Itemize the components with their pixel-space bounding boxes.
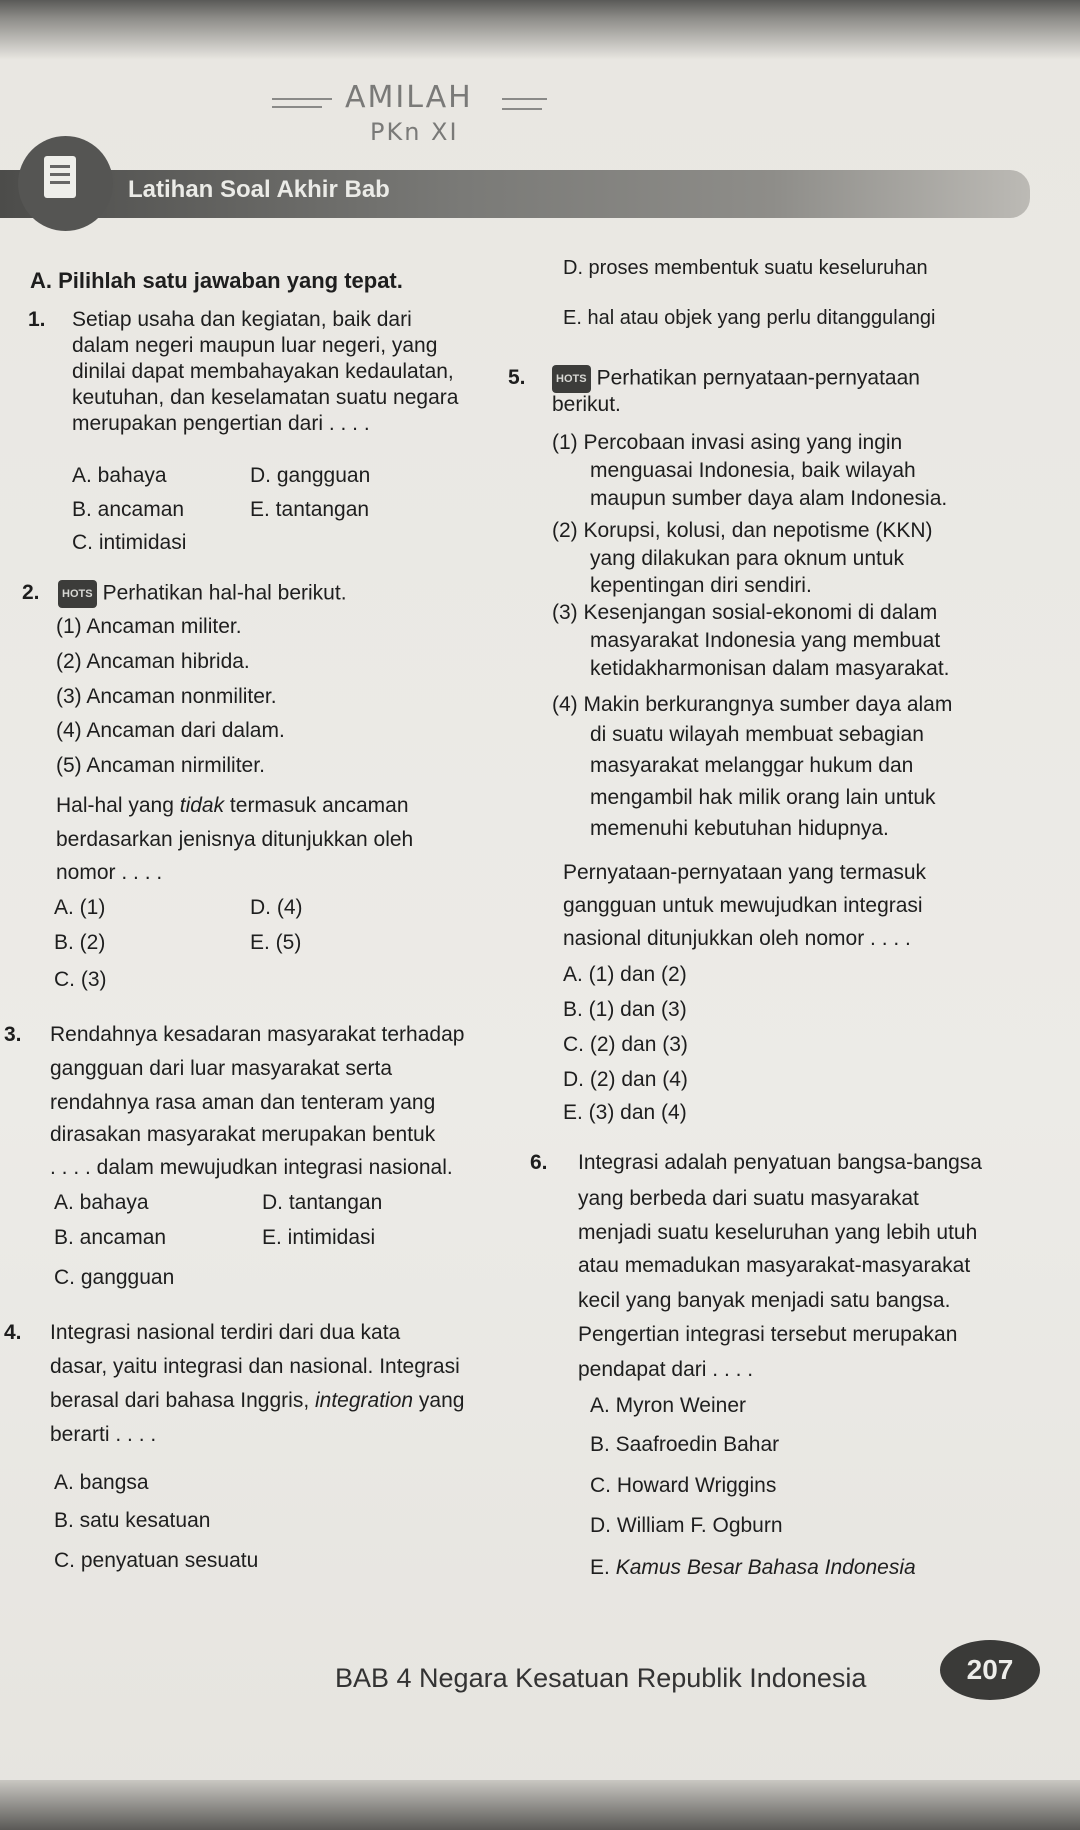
- q3-option-c[interactable]: C. gangguan: [54, 1266, 175, 1289]
- q5-lead-text: berikut.: [552, 393, 621, 416]
- q5-option-c[interactable]: C. (2) dan (3): [563, 1033, 688, 1056]
- q6-option-e-text: Kamus Besar Bahasa Indonesia: [615, 1556, 916, 1579]
- q4-option-a[interactable]: A. bangsa: [54, 1471, 149, 1494]
- q2-item: (3) Ancaman nonmiliter.: [56, 685, 277, 708]
- q2-item: (5) Ancaman nirmiliter.: [56, 754, 265, 777]
- q5-statement-2: yang dilakukan para oknum untuk: [590, 547, 905, 570]
- instruction: A. Pilihlah satu jawaban yang tepat.: [30, 268, 403, 293]
- q6-line: yang berbeda dari suatu masyarakat: [578, 1187, 919, 1210]
- q4-line: berarti . . . .: [50, 1423, 157, 1446]
- handwritten-name: AMILAH: [345, 80, 473, 115]
- q2-option-a[interactable]: A. (1): [54, 896, 106, 919]
- q5-statement-4: mengambil hak milik orang lain untuk: [590, 786, 936, 809]
- q5-option-a[interactable]: A. (1) dan (2): [563, 963, 687, 986]
- q1-option-d[interactable]: D. gangguan: [250, 464, 371, 487]
- q2-number: 2.: [22, 581, 40, 604]
- q2-stem-line: [56, 793, 409, 819]
- q1-option-c[interactable]: C. intimidasi: [72, 531, 187, 554]
- q1-line: Setiap usaha dan kegiatan, baik dari: [72, 308, 412, 331]
- q5-number: 5.: [508, 366, 526, 389]
- q3-line: Rendahnya kesadaran masyarakat terhadap: [50, 1023, 465, 1046]
- q3-option-e[interactable]: E. intimidasi: [262, 1226, 376, 1249]
- q5-stem-line: Pernyataan-pernyataan yang termasuk: [563, 861, 927, 884]
- q5-statement-4: memenuhi kebutuhan hidupnya.: [590, 817, 889, 840]
- q6-option-d[interactable]: D. William F. Ogburn: [590, 1514, 783, 1537]
- q3-line: rendahnya rasa aman dan tenteram yang: [50, 1091, 436, 1114]
- q2-stem-text: Hal-hal yang: [56, 794, 180, 817]
- q6-option-e[interactable]: [590, 1555, 916, 1581]
- q2-option-b[interactable]: B. (2): [54, 931, 106, 954]
- q3-option-a[interactable]: A. bahaya: [54, 1191, 149, 1214]
- q5-statement-4: (4) Makin berkurangnya sumber daya alam: [552, 693, 953, 716]
- q3-line: dirasakan masyarakat merupakan bentuk: [50, 1123, 436, 1146]
- q4-option-c[interactable]: C. penyatuan sesuatu: [54, 1549, 259, 1572]
- q1-option-b[interactable]: B. ancaman: [72, 498, 185, 521]
- q2-lead-text: Perhatikan hal-hal berikut.: [102, 581, 347, 605]
- q2-stem-text: termasuk ancaman: [224, 794, 409, 817]
- q5-stem-line: gangguan untuk mewujudkan integrasi: [563, 894, 923, 917]
- q5-statement-4: masyarakat melanggar hukum dan: [590, 754, 914, 777]
- section-title: Latihan Soal Akhir Bab: [128, 176, 390, 203]
- q5-statement-3: (3) Kesenjangan sosial-ekonomi di dalam: [552, 601, 938, 624]
- q3-option-b[interactable]: B. ancaman: [54, 1226, 167, 1249]
- q5-statement-3: masyarakat Indonesia yang membuat: [590, 629, 941, 652]
- q2-stem-line: nomor . . . .: [56, 861, 163, 884]
- handwritten-rule: [502, 108, 542, 110]
- q2-stem-emphasis: tidak: [179, 794, 225, 817]
- q2-item: (2) Ancaman hibrida.: [56, 650, 250, 673]
- q1-line: dinilai dapat membahayakan kedaulatan,: [72, 360, 454, 383]
- q6-option-a[interactable]: A. Myron Weiner: [590, 1394, 746, 1417]
- q6-option-b[interactable]: B. Saafroedin Bahar: [590, 1433, 780, 1456]
- hots-badge: HOTS: [552, 365, 591, 393]
- q4-option-d[interactable]: D. proses membentuk suatu keseluruhan: [563, 257, 928, 279]
- q5-lead-text: Perhatikan pernyataan-pernyataan: [596, 366, 920, 390]
- q1-line: keutuhan, dan keselamatan suatu negara: [72, 386, 459, 409]
- q2-stem-line: berdasarkan jenisnya ditunjukkan oleh: [56, 828, 414, 851]
- q6-line: kecil yang banyak menjadi satu bangsa.: [578, 1289, 951, 1312]
- q5-option-b[interactable]: B. (1) dan (3): [563, 998, 687, 1021]
- q6-line: Pengertian integrasi tersebut merupakan: [578, 1323, 958, 1346]
- q5-stem-line: nasional ditunjukkan oleh nomor . . . .: [563, 927, 911, 950]
- q6-number: 6.: [530, 1151, 548, 1174]
- q4-option-b[interactable]: B. satu kesatuan: [54, 1509, 211, 1532]
- q2-option-e[interactable]: E. (5): [250, 931, 302, 954]
- q5-statement-4: di suatu wilayah membuat sebagian: [590, 723, 924, 746]
- q1-line: merupakan pengertian dari . . . .: [72, 412, 370, 435]
- handwritten-class: PKn XI: [370, 118, 459, 146]
- q5-statement-2: kepentingan diri sendiri.: [590, 574, 812, 597]
- q2-option-c[interactable]: C. (3): [54, 968, 107, 991]
- q1-option-e[interactable]: E. tantangan: [250, 498, 370, 521]
- q2-item: (1) Ancaman militer.: [56, 615, 242, 638]
- handwritten-rule: [272, 106, 322, 108]
- page-number: 207: [940, 1640, 1040, 1700]
- q5-lead: [552, 365, 920, 393]
- q6-line: menjadi suatu keseluruhan yang lebih utuh: [578, 1221, 978, 1244]
- handwritten-rule: [502, 98, 547, 100]
- q4-line: Integrasi nasional terdiri dari dua kata: [50, 1321, 401, 1344]
- bottom-shadow: [0, 1780, 1080, 1830]
- q6-option-e-letter: E.: [590, 1556, 616, 1579]
- q6-option-c[interactable]: C. Howard Wriggins: [590, 1474, 777, 1497]
- q4-text: berasal dari bahasa Inggris,: [50, 1389, 315, 1412]
- q4-option-e[interactable]: E. hal atau objek yang perlu ditanggulangi: [563, 307, 936, 329]
- hots-badge: HOTS: [58, 580, 97, 608]
- q6-line: atau memadukan masyarakat-masyarakat: [578, 1254, 971, 1277]
- q6-line: pendapat dari . . . .: [578, 1358, 754, 1381]
- q1-option-a[interactable]: A. bahaya: [72, 464, 167, 487]
- q5-option-e[interactable]: E. (3) dan (4): [563, 1101, 687, 1124]
- q1-number: 1.: [28, 308, 46, 331]
- q1-line: dalam negeri maupun luar negeri, yang: [72, 334, 438, 357]
- q3-number: 3.: [4, 1023, 22, 1046]
- q2-option-d[interactable]: D. (4): [250, 896, 303, 919]
- q3-line: . . . . dalam mewujudkan integrasi nasional.: [50, 1156, 453, 1179]
- handwritten-rule: [272, 98, 332, 100]
- document-icon: [44, 156, 76, 198]
- q5-statement-1: (1) Percobaan invasi asing yang ingin: [552, 431, 903, 454]
- q5-option-d[interactable]: D. (2) dan (4): [563, 1068, 688, 1091]
- q4-number: 4.: [4, 1321, 22, 1344]
- q5-statement-2: (2) Korupsi, kolusi, dan nepotisme (KKN): [552, 519, 933, 542]
- q2-item: (4) Ancaman dari dalam.: [56, 719, 285, 742]
- q4-text: yang: [413, 1389, 465, 1412]
- q4-line: dasar, yaitu integrasi dan nasional. Integrasi: [50, 1355, 460, 1378]
- chapter-footer: BAB 4 Negara Kesatuan Republik Indonesia: [335, 1663, 867, 1693]
- q2-lead: [58, 580, 347, 608]
- q4-line: [50, 1388, 464, 1414]
- q3-line: gangguan dari luar masyarakat serta: [50, 1057, 393, 1080]
- q5-statement-1: menguasai Indonesia, baik wilayah: [590, 459, 916, 482]
- q5-statement-1: maupun sumber daya alam Indonesia.: [590, 487, 948, 510]
- q6-line: Integrasi adalah penyatuan bangsa-bangsa: [578, 1151, 982, 1174]
- q4-emphasis: integration: [315, 1389, 414, 1412]
- q3-option-d[interactable]: D. tantangan: [262, 1191, 383, 1214]
- q5-statement-3: ketidakharmonisan dalam masyarakat.: [590, 657, 950, 680]
